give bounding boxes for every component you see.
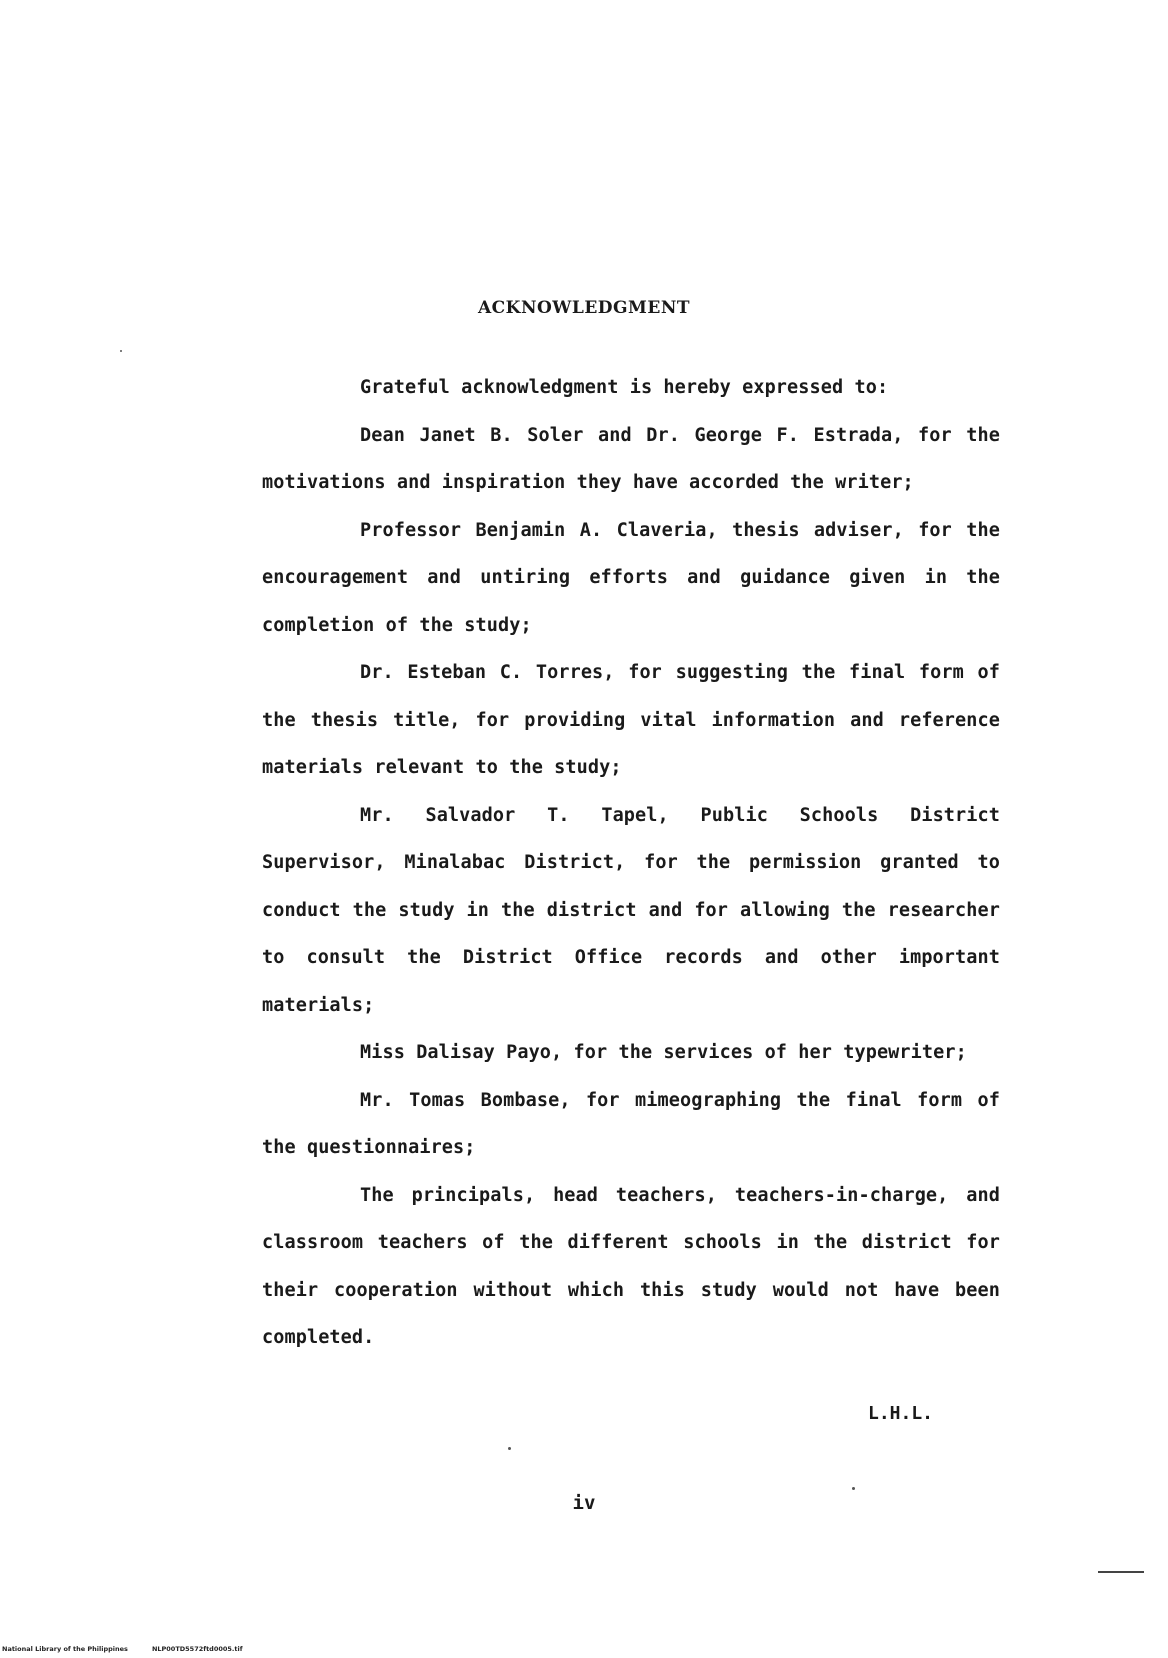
acknowledgment-paragraph: Miss Dalisay Payo, for the services of her typewriter;	[360, 1042, 967, 1063]
footer-library: National Library of the Philippines	[2, 1645, 128, 1653]
scan-speck	[120, 350, 122, 352]
acknowledgment-paragraph: Dean Janet B. Soler and Dr. George F. Estrada, for the motivations and inspiration they have accorded the writer;	[262, 424, 1000, 493]
scan-speck	[508, 1447, 511, 1450]
acknowledgment-paragraph: Mr. Salvador T. Tapel, Public Schools District Supervisor, Minalabac District, for the permission granted to conduct the study in the district and for allowing the researcher to consult the District Office records and other important materials;	[262, 804, 1000, 1016]
scan-speck	[852, 1487, 855, 1490]
page-number: iv	[572, 1492, 596, 1514]
intro-paragraph: Grateful acknowledgment is hereby expressed to:	[360, 377, 889, 398]
acknowledgment-paragraph: Mr. Tomas Bombase, for mimeographing the final form of the questionnaires;	[262, 1089, 1000, 1158]
page-title: ACKNOWLEDGMENT	[477, 298, 691, 318]
acknowledgment-paragraph: The principals, head teachers, teachers-in-charge, and classroom teachers of the different schools in the district for their cooperation without which this study would not have been completed.	[262, 1184, 1000, 1348]
acknowledgment-paragraph: Professor Benjamin A. Claveria, thesis adviser, for the encouragement and untiring efforts and guidance given in the completion of the study;	[262, 519, 1000, 636]
scan-footer	[2, 1645, 243, 1653]
footer-filename: NLP00TD5572ftd0005.tif	[151, 1645, 243, 1653]
margin-rule	[1098, 1571, 1144, 1573]
author-initials: L.H.L.	[868, 1403, 934, 1424]
acknowledgment-body	[262, 364, 1000, 1362]
acknowledgment-paragraph: Dr. Esteban C. Torres, for suggesting the final form of the thesis title, for providing vital information and reference materials relevant to the study;	[262, 662, 1000, 778]
